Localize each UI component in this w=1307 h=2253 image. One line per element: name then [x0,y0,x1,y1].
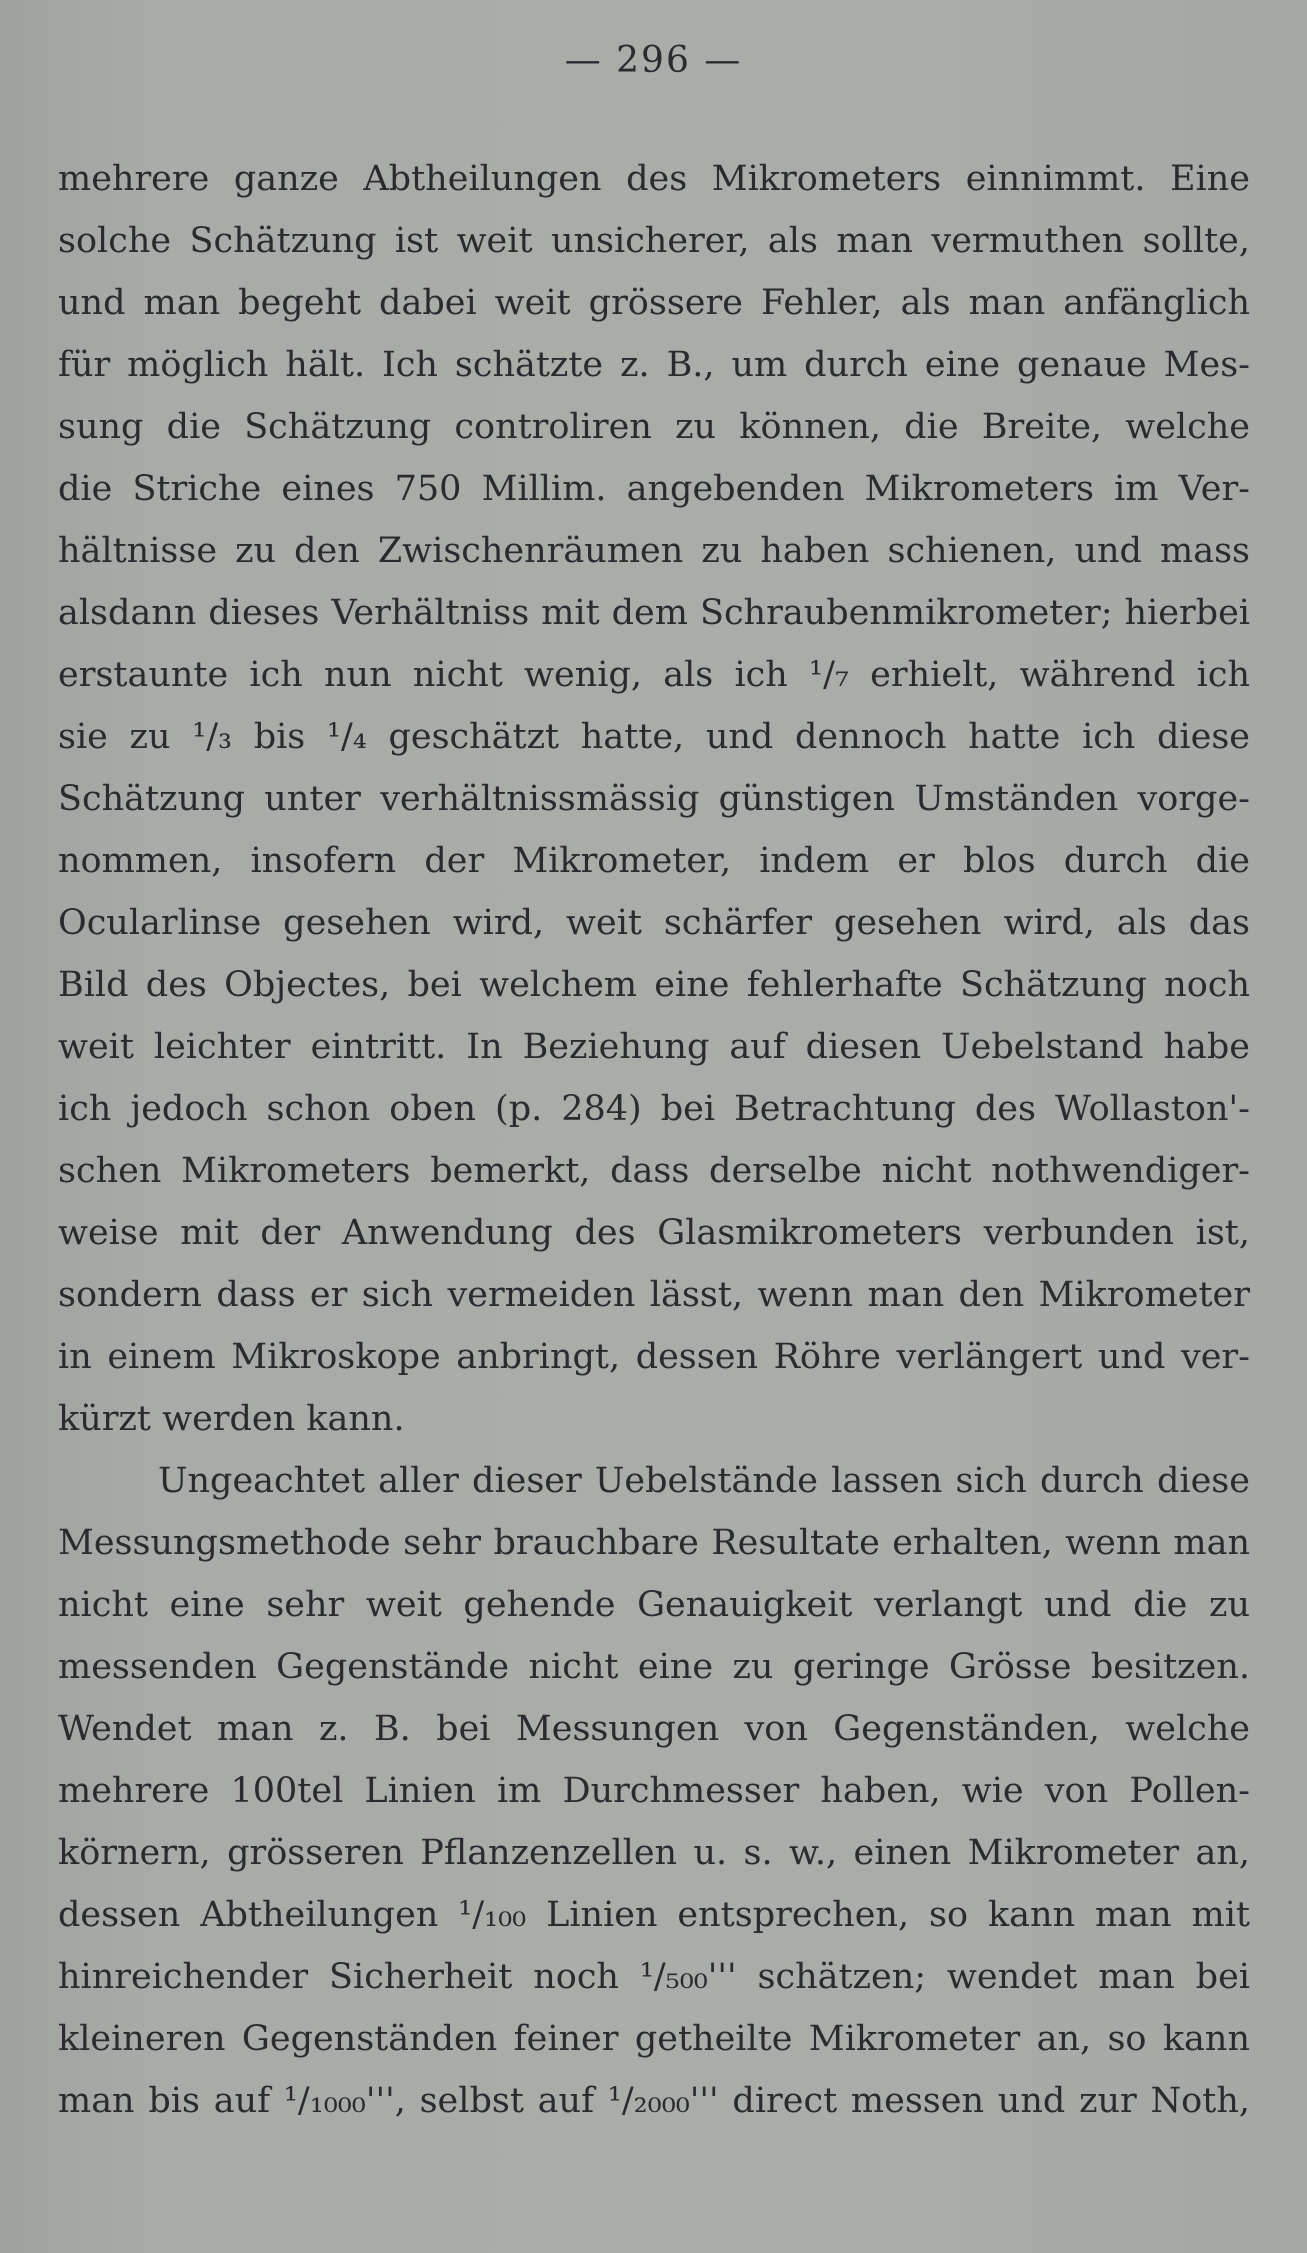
text-line: messenden Gegenstände nicht eine zu geringe Grösse besitzen. [58,1647,1250,1687]
text-line: weit leichter eintritt. In Beziehung auf diesen Uebelstand habe [58,1027,1250,1067]
text-line: ich jedoch schon oben (p. 284) bei Betrachtung des Wollaston'- [58,1089,1250,1129]
text-line: Wendet man z. B. bei Messungen von Gegenständen, welche [58,1709,1250,1749]
text-line: mehrere 100tel Linien im Durchmesser haben, wie von Pollen- [58,1771,1250,1811]
text-line: schen Mikrometers bemerkt, dass derselbe nicht nothwendiger- [58,1151,1250,1191]
paragraph-1 [58,148,1250,1450]
text-line: Messungsmethode sehr brauchbare Resultate erhalten, wenn man [58,1523,1250,1563]
text-line: kleineren Gegenständen feiner getheilte Mikrometer an, so kann [58,2019,1250,2059]
text-line: hinreichender Sicherheit noch ¹/₅₀₀''' schätzen; wendet man bei [58,1957,1250,1997]
text-line: alsdann dieses Verhältniss mit dem Schraubenmikrometer; hierbei [58,593,1250,633]
text-line: man bis auf ¹/₁₀₀₀''', selbst auf ¹/₂₀₀₀''' direct messen und zur Noth, [58,2081,1250,2121]
text-line: sondern dass er sich vermeiden lässt, wenn man den Mikrometer [58,1275,1250,1315]
text-line: nommen, insofern der Mikrometer, indem er blos durch die [58,841,1250,881]
text-line: hältnisse zu den Zwischenräumen zu haben schienen, und mass [58,531,1250,571]
text-line: Ungeachtet aller dieser Uebelstände lassen sich durch diese [158,1461,1250,1501]
text-line: sie zu ¹/₃ bis ¹/₄ geschätzt hatte, und dennoch hatte ich diese [58,717,1250,757]
paragraph-2 [58,1450,1250,2132]
page-text [58,148,1250,2132]
text-line: nicht eine sehr weit gehende Genauigkeit verlangt und die zu [58,1585,1250,1625]
text-line: und man begeht dabei weit grössere Fehler, als man anfänglich [58,283,1250,323]
text-line: mehrere ganze Abtheilungen des Mikrometers einnimmt. Eine [58,159,1250,199]
text-line: dessen Abtheilungen ¹/₁₀₀ Linien entsprechen, so kann man mit [58,1895,1250,1935]
page-number-header: — 296 — [564,40,743,81]
text-line: solche Schätzung ist weit unsicherer, als man vermuthen sollte, [58,221,1250,261]
text-line: Ocularlinse gesehen wird, weit schärfer gesehen wird, als das [58,903,1250,943]
text-line: kürzt werden kann. [58,1399,405,1439]
text-line: Bild des Objectes, bei welchem eine fehlerhafte Schätzung noch [58,965,1250,1005]
text-line: in einem Mikroskope anbringt, dessen Röhre verlängert und ver- [58,1337,1250,1377]
text-line: Schätzung unter verhältnissmässig günstigen Umständen vorge- [58,779,1250,819]
text-line: weise mit der Anwendung des Glasmikrometers verbunden ist, [58,1213,1250,1253]
text-line: für möglich hält. Ich schätzte z. B., um durch eine genaue Mes- [58,345,1250,385]
text-line: sung die Schätzung controliren zu können, die Breite, welche [58,407,1250,447]
text-line: körnern, grösseren Pflanzenzellen u. s. w., einen Mikrometer an, [58,1833,1250,1873]
text-line: die Striche eines 750 Millim. angebenden Mikrometers im Ver- [58,469,1250,509]
text-line: erstaunte ich nun nicht wenig, als ich ¹/₇ erhielt, während ich [58,655,1250,695]
